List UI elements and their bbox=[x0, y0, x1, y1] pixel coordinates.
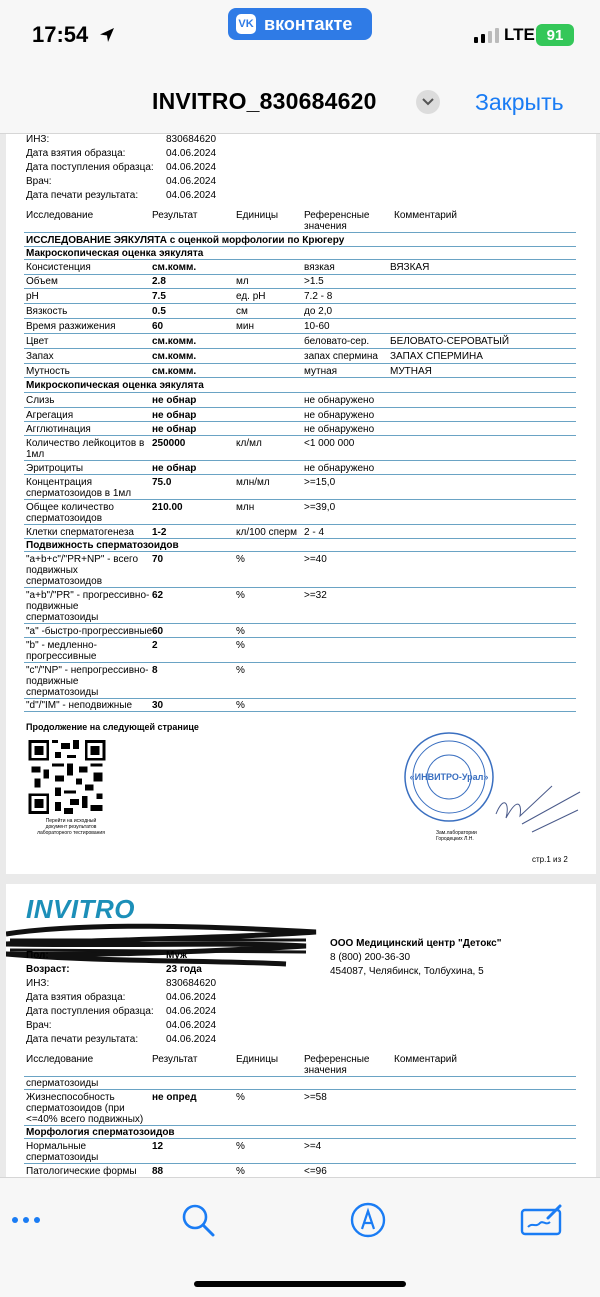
row-name: "a+b"/"PR" - прогрессивно- bbox=[26, 590, 150, 601]
row-name: подвижные bbox=[26, 676, 79, 687]
info-label: Врач: bbox=[26, 1020, 52, 1031]
row-result: 8 bbox=[152, 665, 158, 676]
row-units: кл/мл bbox=[236, 438, 262, 449]
row-name: сперматозоиды bbox=[26, 1152, 99, 1163]
row-result: 7.5 bbox=[152, 291, 166, 302]
markup-icon bbox=[350, 1202, 386, 1238]
info-label: Дата взятия образца: bbox=[26, 992, 126, 1003]
row-name: сперматозоидов bbox=[26, 576, 103, 587]
row-result: 250000 bbox=[152, 438, 186, 449]
divider bbox=[24, 274, 576, 275]
info-value: 04.06.2024 bbox=[166, 190, 217, 201]
section-title: Микроскопическая оценка эякулята bbox=[26, 380, 204, 391]
bottom-toolbar bbox=[0, 1177, 600, 1297]
row-result: 30 bbox=[152, 700, 164, 711]
row-ref: 2 - 4 bbox=[304, 527, 325, 538]
row-name: подвижных bbox=[26, 565, 78, 576]
signature bbox=[492, 774, 582, 844]
row-ref: >=32 bbox=[304, 590, 327, 601]
info-value: 04.06.2024 bbox=[166, 1006, 217, 1017]
qr-caption: лабораторного тестирования bbox=[37, 830, 105, 836]
row-name: 1мл bbox=[26, 449, 45, 460]
info-label: Дата взятия образца: bbox=[26, 148, 126, 159]
divider bbox=[24, 1163, 576, 1164]
info-value: 04.06.2024 bbox=[166, 992, 217, 1003]
row-name: подвижные bbox=[26, 601, 79, 612]
invitro-logo: INVITRO bbox=[26, 894, 135, 924]
row-name: Консистенция bbox=[26, 262, 91, 273]
more-icon bbox=[11, 1216, 41, 1224]
row-name: сперматозоидов (при bbox=[26, 1103, 125, 1114]
row-name: сперматозоиды bbox=[26, 612, 99, 623]
section-title: Подвижность сперматозоидов bbox=[26, 540, 179, 551]
row-result: 75.0 bbox=[152, 477, 172, 488]
divider bbox=[24, 318, 576, 319]
row-result: см.комм. bbox=[152, 351, 197, 362]
document-page-2 bbox=[6, 884, 596, 1177]
row-name: Клетки сперматогенеза bbox=[26, 527, 134, 538]
row-comment: МУТНАЯ bbox=[390, 366, 432, 377]
column-header-study: Исследование bbox=[26, 210, 94, 221]
qr-caption: документ результатов bbox=[45, 824, 97, 830]
row-name: Вязкость bbox=[26, 306, 68, 317]
row-units: мин bbox=[236, 321, 254, 332]
divider bbox=[24, 288, 576, 289]
row-ref: >=4 bbox=[304, 1141, 322, 1152]
row-units: % bbox=[236, 1141, 245, 1152]
row-units: % bbox=[236, 554, 245, 565]
redaction-scribble bbox=[6, 912, 326, 972]
info-value: 04.06.2024 bbox=[166, 148, 217, 159]
row-ref: 7.2 - 8 bbox=[304, 291, 333, 302]
row-result: 12 bbox=[152, 1141, 164, 1152]
divider bbox=[24, 232, 576, 233]
battery-level: 91 bbox=[546, 26, 564, 44]
divider bbox=[24, 1089, 576, 1090]
location-arrow-icon bbox=[98, 26, 116, 44]
medical-center-phone: 8 (800) 200-36-30 bbox=[330, 952, 411, 963]
divider bbox=[24, 1125, 576, 1126]
page-number: стр.1 из 2 bbox=[532, 855, 568, 864]
info-label: Врач: bbox=[26, 176, 52, 187]
divider bbox=[24, 303, 576, 304]
row-ref: беловато-сер. bbox=[304, 336, 370, 347]
network-label: LTE bbox=[504, 25, 535, 44]
signature-icon bbox=[520, 1204, 564, 1236]
column-header-ref: Референсные bbox=[304, 1054, 370, 1065]
row-ref: <=96 bbox=[304, 1166, 327, 1177]
info-value: 04.06.2024 bbox=[166, 162, 217, 173]
divider bbox=[24, 623, 576, 624]
row-ref: <1 000 000 bbox=[304, 438, 355, 449]
info-label: Дата поступления образца: bbox=[26, 162, 154, 173]
row-ref: запах спермина bbox=[304, 351, 378, 362]
row-result: не обнар bbox=[152, 424, 197, 435]
column-header-result: Результат bbox=[152, 1054, 198, 1065]
row-name: Эритроциты bbox=[26, 463, 84, 474]
row-name: Агрегация bbox=[26, 410, 74, 421]
row-comment: ВЯЗКАЯ bbox=[390, 262, 430, 273]
row-result: 70 bbox=[152, 554, 164, 565]
section-title: Морфология сперматозоидов bbox=[26, 1127, 175, 1138]
row-ref: не обнаружено bbox=[304, 395, 375, 406]
row-name: Патологические формы bbox=[26, 1166, 137, 1177]
divider bbox=[24, 333, 576, 334]
divider bbox=[24, 637, 576, 638]
sign-button[interactable] bbox=[520, 1198, 564, 1242]
divider bbox=[24, 407, 576, 408]
row-result: см.комм. bbox=[152, 262, 197, 273]
analysis-title: ИССЛЕДОВАНИЕ ЭЯКУЛЯТА с оценкой морфологии по Крюгеру bbox=[26, 235, 345, 246]
row-units: мл bbox=[236, 276, 249, 287]
chevron-down-icon[interactable] bbox=[416, 90, 440, 114]
row-comment: ЗАПАХ СПЕРМИНА bbox=[390, 351, 483, 362]
patient-value: Муж bbox=[166, 950, 188, 961]
company-stamp bbox=[402, 730, 496, 824]
column-header-comment: Комментарий bbox=[394, 1054, 457, 1065]
status-time: 17:54 bbox=[32, 22, 89, 47]
info-label: ИНЗ: bbox=[26, 134, 50, 145]
row-result: не опред bbox=[152, 1092, 197, 1103]
row-comment: БЕЛОВАТО-СЕРОВАТЫЙ bbox=[390, 336, 510, 347]
divider bbox=[24, 698, 576, 699]
qr-code[interactable] bbox=[28, 740, 106, 814]
divider bbox=[24, 474, 576, 475]
divider bbox=[24, 551, 576, 552]
divider bbox=[24, 259, 576, 260]
info-value: 830684620 bbox=[166, 978, 217, 989]
row-units: % bbox=[236, 590, 245, 601]
divider bbox=[24, 1076, 576, 1077]
qr-caption: Перейти на исходный bbox=[45, 818, 97, 824]
info-label: Дата печати результата: bbox=[26, 1034, 139, 1045]
row-name: "c"/"NP" - непрогрессивно- bbox=[26, 665, 149, 676]
column-header-ref: Референсные bbox=[304, 210, 370, 221]
info-value: 04.06.2024 bbox=[166, 1020, 217, 1031]
row-ref: не обнаружено bbox=[304, 463, 375, 474]
row-name: Нормальные bbox=[26, 1141, 87, 1152]
row-name: Запах bbox=[26, 351, 54, 362]
row-name: сперматозоидов в 1мл bbox=[26, 488, 132, 499]
row-name: Общее количество bbox=[26, 502, 114, 513]
row-result: 0.5 bbox=[152, 306, 166, 317]
info-label: ИНЗ: bbox=[26, 978, 50, 989]
divider bbox=[24, 662, 576, 663]
row-result: 2 bbox=[152, 640, 158, 651]
info-value: 04.06.2024 bbox=[166, 176, 217, 187]
row-result: 88 bbox=[152, 1166, 164, 1177]
patient-label: Возраст: bbox=[26, 964, 70, 975]
row-units: % bbox=[236, 640, 245, 651]
patient-label: Пол: bbox=[26, 950, 49, 961]
row-ref: >=58 bbox=[304, 1092, 327, 1103]
medical-center-name: ООО Медицинский центр "Детокс" bbox=[330, 938, 502, 949]
vk-return-pill[interactable] bbox=[228, 8, 372, 40]
row-ref: до 2,0 bbox=[304, 306, 333, 317]
column-header-study: Исследование bbox=[26, 1054, 94, 1065]
row-name: "d"/"IM" - неподвижные bbox=[26, 700, 133, 711]
patient-value: 23 года bbox=[166, 964, 202, 975]
vk-label: вконтакте bbox=[264, 13, 353, 34]
divider bbox=[24, 348, 576, 349]
search-icon bbox=[181, 1203, 215, 1237]
row-ref: >=39,0 bbox=[304, 502, 336, 513]
row-name: прогрессивные bbox=[26, 651, 97, 662]
markup-button[interactable] bbox=[346, 1198, 390, 1242]
divider bbox=[24, 363, 576, 364]
row-ref: >1.5 bbox=[304, 276, 324, 287]
document-page-1 bbox=[6, 134, 596, 874]
signer-caption: Городецких Л.Н. bbox=[436, 836, 474, 842]
row-name: pH bbox=[26, 291, 39, 302]
row-ref: вязкая bbox=[304, 262, 335, 273]
row-ref: >=15,0 bbox=[304, 477, 336, 488]
divider bbox=[24, 587, 576, 588]
row-units: кл/100 сперм bbox=[236, 527, 297, 538]
row-result: 60 bbox=[152, 626, 164, 637]
column-header-units: Единицы bbox=[236, 1054, 279, 1065]
row-name: Мутность bbox=[26, 366, 70, 377]
row-units: % bbox=[236, 1092, 245, 1103]
row-name: <=40% всего подвижных) bbox=[26, 1114, 144, 1125]
vk-logo-icon: VK bbox=[236, 14, 256, 34]
info-value: 04.06.2024 bbox=[166, 1034, 217, 1045]
document-title[interactable]: INVITRO_830684620 bbox=[152, 88, 377, 114]
row-units: млн/мл bbox=[236, 477, 270, 488]
divider bbox=[24, 246, 576, 247]
divider bbox=[24, 377, 576, 378]
section-title: Макроскопическая оценка эякулята bbox=[26, 248, 204, 259]
row-result: см.комм. bbox=[152, 366, 197, 377]
row-units: ед. pH bbox=[236, 291, 266, 302]
nav-bar bbox=[0, 70, 600, 134]
row-name: "a+b+c"/"PR+NP" - всего bbox=[26, 554, 139, 565]
column-header-result: Результат bbox=[152, 210, 198, 221]
search-button[interactable] bbox=[176, 1198, 220, 1242]
divider bbox=[24, 460, 576, 461]
row-units: % bbox=[236, 1166, 245, 1177]
row-name: сперматозоиды bbox=[26, 1078, 99, 1089]
row-name: Жизнеспособность bbox=[26, 1092, 115, 1103]
row-ref: не обнаружено bbox=[304, 424, 375, 435]
row-name: Количество лейкоцитов в bbox=[26, 438, 145, 449]
column-header-units: Единицы bbox=[236, 210, 279, 221]
stamp-text: «ИНВИТРО-Урал» bbox=[409, 772, 489, 782]
row-result: 210.00 bbox=[152, 502, 183, 513]
more-button[interactable] bbox=[4, 1198, 48, 1242]
signal-icon bbox=[474, 28, 499, 43]
row-ref: мутная bbox=[304, 366, 338, 377]
row-result: 1-2 bbox=[152, 527, 167, 538]
row-result: не обнар bbox=[152, 395, 197, 406]
row-units: % bbox=[236, 626, 245, 637]
battery-icon bbox=[536, 24, 574, 46]
row-name: Агглютинация bbox=[26, 424, 91, 435]
row-name: Объем bbox=[26, 276, 58, 287]
row-name: Концентрация bbox=[26, 477, 93, 488]
close-button[interactable]: Закрыть bbox=[475, 89, 564, 115]
row-result: 62 bbox=[152, 590, 164, 601]
document-viewer[interactable] bbox=[0, 134, 600, 1177]
divider bbox=[24, 435, 576, 436]
divider bbox=[24, 711, 576, 712]
row-units: млн bbox=[236, 502, 255, 513]
divider bbox=[24, 1138, 576, 1139]
row-units: см bbox=[236, 306, 248, 317]
row-ref: не обнаружено bbox=[304, 410, 375, 421]
row-result: не обнар bbox=[152, 410, 197, 421]
row-name: Цвет bbox=[26, 336, 49, 347]
row-ref: 10-60 bbox=[304, 321, 330, 332]
row-result: 60 bbox=[152, 321, 164, 332]
medical-center-address: 454087, Челябинск, Толбухина, 5 bbox=[330, 966, 484, 977]
row-result: не обнар bbox=[152, 463, 197, 474]
signer-caption: Зам.лаборатории bbox=[436, 830, 477, 836]
info-label: Дата печати результата: bbox=[26, 190, 139, 201]
column-header-ref: значения bbox=[304, 1065, 347, 1076]
home-indicator[interactable] bbox=[194, 1281, 406, 1287]
divider bbox=[24, 499, 576, 500]
row-name: "a" -быстро-прогрессивные bbox=[26, 626, 153, 637]
status-bar bbox=[0, 0, 600, 70]
row-name: сперматозоиды bbox=[26, 687, 99, 698]
row-name: Слизь bbox=[26, 395, 55, 406]
row-units: % bbox=[236, 700, 245, 711]
column-header-ref: значения bbox=[304, 221, 347, 232]
divider bbox=[24, 524, 576, 525]
info-label: Дата поступления образца: bbox=[26, 1006, 154, 1017]
row-result: 2.8 bbox=[152, 276, 166, 287]
row-units: % bbox=[236, 665, 245, 676]
row-name: Время разжижения bbox=[26, 321, 116, 332]
divider bbox=[24, 421, 576, 422]
row-ref: >=40 bbox=[304, 554, 327, 565]
continuation-note: Продолжение на следующей странице bbox=[26, 722, 199, 732]
row-name: сперматозоидов bbox=[26, 513, 103, 524]
column-header-comment: Комментарий bbox=[394, 210, 457, 221]
row-result: см.комм. bbox=[152, 336, 197, 347]
row-name: "b" - медленно- bbox=[26, 640, 97, 651]
info-value: 830684620 bbox=[166, 134, 217, 145]
divider bbox=[24, 538, 576, 539]
divider bbox=[24, 392, 576, 393]
